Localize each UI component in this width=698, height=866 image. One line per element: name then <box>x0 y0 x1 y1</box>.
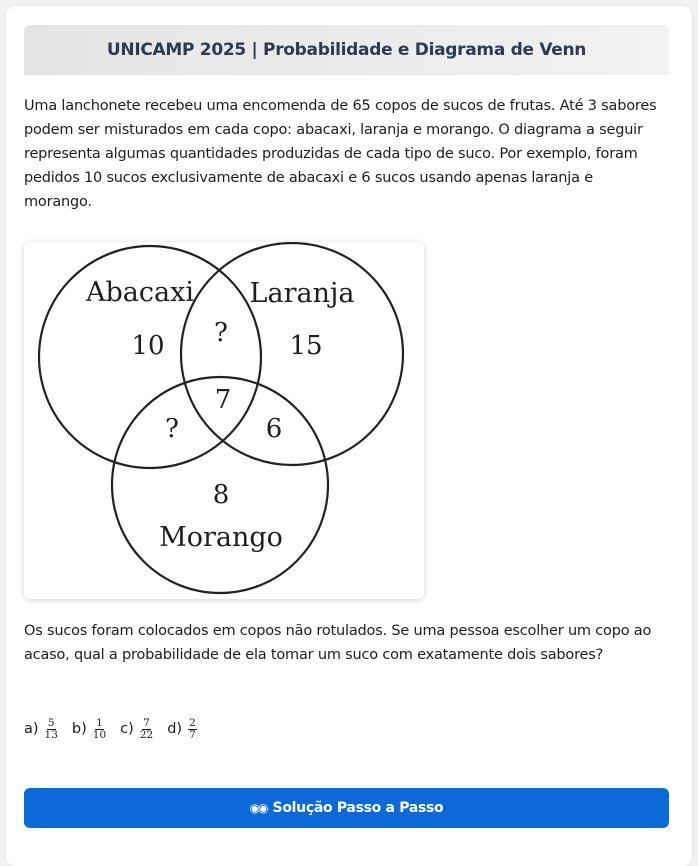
option-fraction <box>188 718 197 741</box>
fraction-denominator: 22 <box>139 728 154 741</box>
option-fraction <box>93 718 106 741</box>
option-a[interactable] <box>24 718 58 741</box>
region-all-three: 7 <box>214 385 232 415</box>
option-fraction <box>45 718 58 741</box>
solution-button[interactable] <box>24 788 669 828</box>
laranja-label: Laranja <box>249 278 355 309</box>
option-letter: d) <box>167 721 183 737</box>
option-b[interactable] <box>72 718 106 741</box>
fraction-numerator: 1 <box>96 716 103 729</box>
fraction-denominator: 10 <box>92 728 107 741</box>
venn-svg <box>24 242 424 599</box>
option-letter: b) <box>71 721 87 737</box>
fraction-numerator: 5 <box>47 716 55 729</box>
option-fraction <box>140 718 153 741</box>
morango-label: Morango <box>159 522 283 553</box>
venn-diagram <box>24 242 424 599</box>
option-c[interactable] <box>120 718 153 741</box>
option-d[interactable] <box>167 718 197 741</box>
fraction-numerator: 2 <box>189 716 196 729</box>
region-only-morango: 8 <box>212 480 230 510</box>
solution-button-label: Solução Passo a Passo <box>272 800 444 816</box>
option-letter: c) <box>120 721 134 737</box>
region-only-laranja: 15 <box>289 331 323 361</box>
region-abacaxi-laranja: ? <box>214 318 228 348</box>
region-laranja-morango: 6 <box>265 414 283 444</box>
option-letter: a) <box>24 721 39 737</box>
answer-options <box>24 712 197 746</box>
region-abacaxi-morango: ? <box>165 414 179 444</box>
eyes-icon: ◉◉ <box>249 801 267 815</box>
abacaxi-label: Abacaxi <box>86 277 194 308</box>
page-title: UNICAMP 2025 | Probabilidade e Diagrama de Venn <box>106 40 587 60</box>
region-only-abacaxi: 10 <box>131 331 165 361</box>
problem-intro: Uma lanchonete recebeu uma encomenda de 65 copos de sucos de frutas. Até 3 sabores podem ser misturados em cada copo: abacaxi, laranja e morango. O diagrama a seguir representa algumas quantidades produzidas de cada tipo de suco. Por exemplo, foram pedidos 10 sucos exclusivamente de abacaxi e 6 sucos usando apenas laranja e morango. <box>24 98 657 210</box>
fraction-denominator: 13 <box>44 728 58 741</box>
title-bar <box>24 25 669 75</box>
fraction-denominator: 7 <box>189 728 196 741</box>
fraction-numerator: 7 <box>143 716 150 729</box>
problem-question: Os sucos foram colocados em copos não rotulados. Se uma pessoa escolher um copo ao acaso, qual a probabilidade de ela tomar um suco com exatamente dois sabores? <box>24 623 652 663</box>
